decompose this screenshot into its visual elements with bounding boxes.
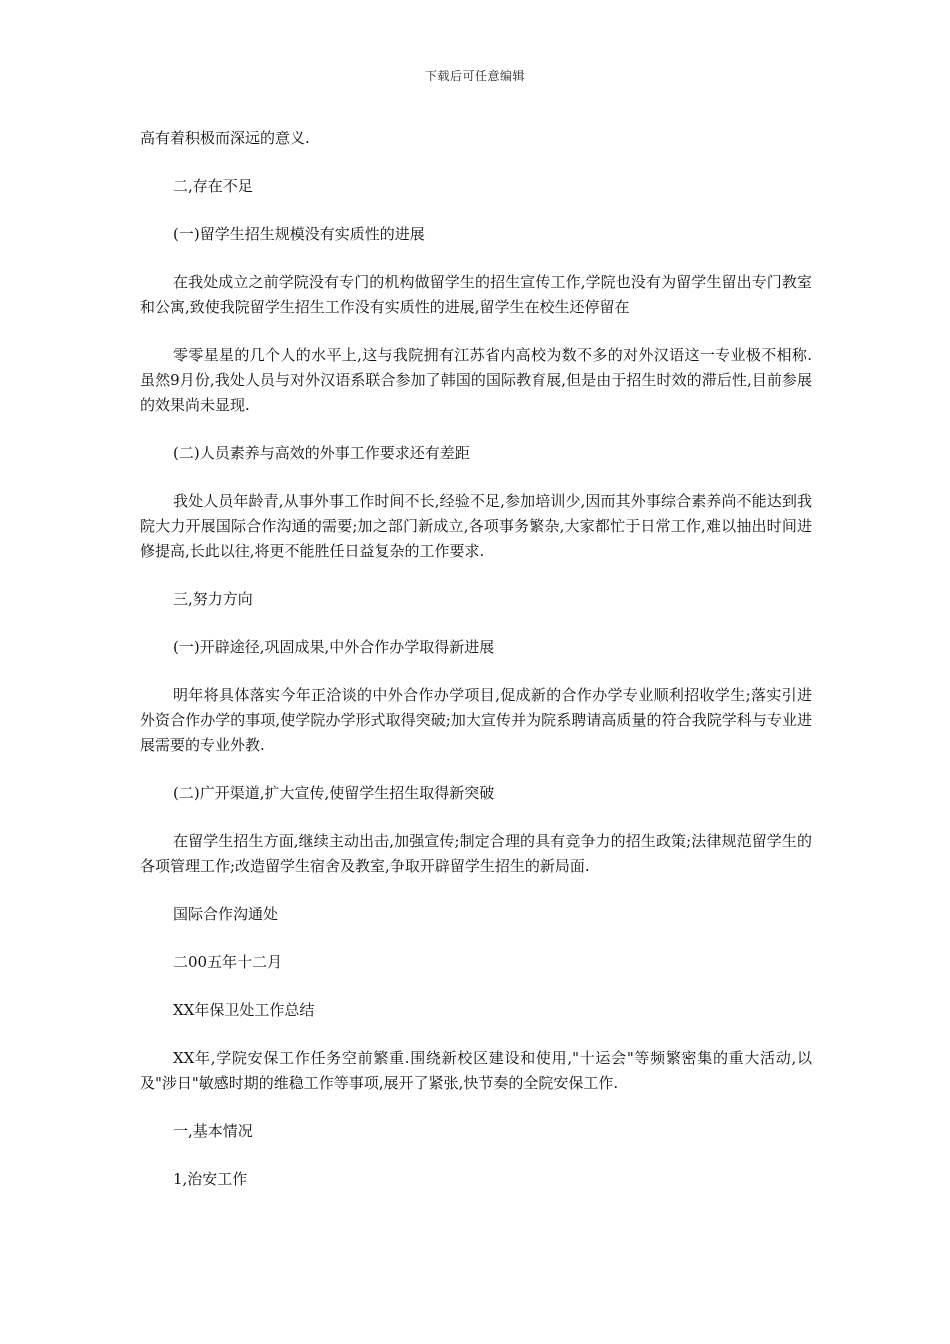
- paragraph: XX年,学院安保工作任务空前繁重.围绕新校区建设和使用,"十运会"等频繁密集的重大活动,以及"涉日"敏感时期的维稳工作等事项,展开了紧张,快节奏的全院安保工作.: [140, 1049, 812, 1092]
- paragraph: 我处人员年龄青,从事外事工作时间不长,经验不足,参加培训少,因而其外事综合素养尚不能达到我院大力开展国际合作沟通的需要;加之部门新成立,各项事务繁杂,大家都忙于日常工作,难以抽出时间进修提高,长此以往,将更不能胜任日益复杂的工作要求.: [140, 492, 812, 560]
- page-header: 下载后可任意编辑: [424, 69, 525, 83]
- paragraph: 在留学生招生方面,继续主动出击,加强宣传;制定合理的具有竞争力的招生政策;法律规范留学生的各项管理工作;改造留学生宿舍及教室,争取开辟留学生招生的新局面.: [140, 832, 812, 875]
- document-title: XX年保卫处工作总结: [173, 1001, 315, 1019]
- section-heading: 一,基本情况: [173, 1122, 253, 1140]
- section-heading: 二,存在不足: [173, 177, 253, 195]
- signature-date: 二00五年十二月: [173, 953, 283, 971]
- subsection-heading: (一)开辟途径,巩固成果,中外合作办学取得新进展: [173, 638, 495, 656]
- subsection-heading: (二)人员素养与高效的外事工作要求还有差距: [173, 444, 470, 462]
- paragraph: 零零星星的几个人的水平上,这与我院拥有江苏省内高校为数不多的对外汉语这一专业极不相称.虽然9月份,我处人员与对外汉语系联合参加了韩国的国际教育展,但是由于招生时效的滞后性,目前参展的效果尚未显现.: [140, 346, 812, 414]
- subsection-heading: (二)广开渠道,扩大宣传,使留学生招生取得新突破: [173, 784, 495, 802]
- subsection-heading: (一)留学生招生规模没有实质性的进展: [173, 225, 425, 243]
- paragraph: 明年将具体落实今年正洽谈的中外合作办学项目,促成新的合作办学专业顺利招收学生;落实引进外资合作办学的事项,使学院办学形式取得突破;加大宣传并为院系聘请高质量的符合我院学科与专业进展需要的专业外教.: [140, 686, 812, 754]
- subsection-heading: 1,治安工作: [173, 1170, 248, 1188]
- signature-department: 国际合作沟通处: [173, 905, 279, 923]
- section-heading: 三,努力方向: [173, 590, 253, 608]
- paragraph: 在我处成立之前学院没有专门的机构做留学生的招生宣传工作,学院也没有为留学生留出专门教室和公寓,致使我院留学生招生工作没有实质性的进展,留学生在校生还停留在: [140, 273, 812, 316]
- document-body: [140, 126, 812, 1215]
- paragraph: 高有着积极而深远的意义.: [140, 129, 310, 147]
